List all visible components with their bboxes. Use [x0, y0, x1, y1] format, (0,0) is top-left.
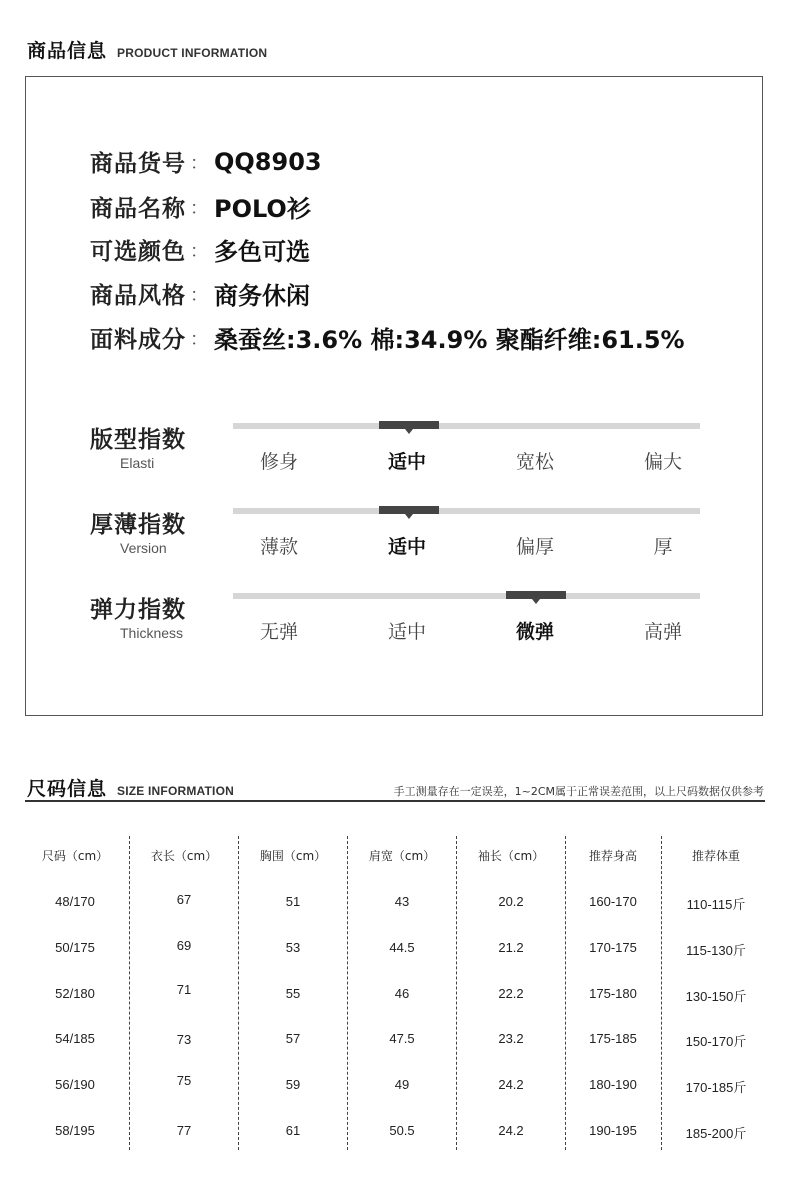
- table-cell: 170-175: [589, 940, 637, 955]
- table-cell: 46: [394, 986, 410, 1001]
- table-cell: 75: [176, 1073, 192, 1088]
- table-cell: 170-185斤: [685, 1080, 747, 1095]
- index-thickness-title: 厚薄指数: [90, 512, 186, 538]
- product-info-panel: [25, 76, 763, 716]
- table-cell: 48/170: [55, 894, 95, 909]
- info-value: 商务休闲: [214, 282, 310, 310]
- info-value: QQ8903: [214, 147, 322, 176]
- info-label: 商品风格: [90, 283, 186, 309]
- table-cell: 71: [176, 982, 192, 997]
- table-cell: 58/195: [55, 1123, 95, 1138]
- table-cell: 53: [285, 940, 301, 955]
- index-thickness-option: 薄款: [259, 536, 298, 558]
- table-cell: 73: [176, 1032, 192, 1047]
- table-cell: 24.2: [498, 1077, 524, 1092]
- table-cell: 50/175: [55, 940, 95, 955]
- table-cell: 21.2: [498, 940, 524, 955]
- info-row-fabric: [90, 320, 685, 355]
- index-thickness-marker: [379, 506, 439, 514]
- info-label: 商品名称: [90, 196, 186, 222]
- info-row-sku: [90, 145, 322, 178]
- column-divider: [456, 836, 457, 1150]
- table-cell: 47.5: [389, 1031, 415, 1046]
- size-measurement-note: 手工测量存在一定误差，1~2CM属于正常误差范围，以上尺码数据仅供参考: [393, 785, 764, 798]
- info-label: 面料成分: [90, 327, 186, 353]
- info-colon: ：: [190, 284, 208, 306]
- index-elastic-option-selected: 微弹: [515, 621, 554, 643]
- table-cell: 50.5: [389, 1123, 415, 1138]
- index-elastic-option: 适中: [387, 621, 426, 643]
- info-label: 商品货号: [90, 151, 186, 177]
- size-section-subtitle: SIZE INFORMATION: [117, 784, 234, 798]
- table-cell: 55: [285, 986, 301, 1001]
- index-fit-option: 修身: [259, 451, 298, 473]
- table-header: 袖长（cm）: [477, 849, 545, 863]
- table-cell: 52/180: [55, 986, 95, 1001]
- product-section-title: 商品信息: [27, 40, 108, 62]
- table-header: 尺码（cm）: [41, 849, 109, 863]
- index-thickness-option: 偏厚: [515, 536, 554, 558]
- index-elastic-bar: [233, 593, 700, 599]
- table-cell: 110-115斤: [686, 897, 746, 912]
- table-header: 衣长（cm）: [150, 849, 218, 863]
- size-section-title: 尺码信息: [27, 778, 108, 800]
- table-cell: 59: [285, 1077, 301, 1092]
- table-cell: 160-170: [589, 894, 637, 909]
- column-divider: [347, 836, 348, 1150]
- index-fit-subtitle: Elasti: [120, 455, 155, 471]
- table-cell: 56/190: [55, 1077, 95, 1092]
- info-value: 多色可选: [214, 238, 310, 266]
- info-label: 可选颜色: [90, 239, 186, 265]
- product-section-header: [27, 36, 267, 63]
- column-divider: [129, 836, 130, 1150]
- column-divider: [238, 836, 239, 1150]
- table-cell: 185-200斤: [685, 1126, 747, 1141]
- table-cell: 22.2: [498, 986, 524, 1001]
- table-cell: 54/185: [55, 1031, 95, 1046]
- index-thickness-subtitle: Version: [120, 540, 167, 556]
- table-cell: 190-195: [589, 1123, 637, 1138]
- index-fit-bar: [233, 423, 700, 429]
- column-divider: [565, 836, 566, 1150]
- table-cell: 175-180: [589, 986, 637, 1001]
- index-fit-option: 偏大: [643, 451, 682, 473]
- index-fit-title: 版型指数: [90, 427, 186, 453]
- table-cell: 44.5: [389, 940, 415, 955]
- table-cell: 24.2: [498, 1123, 524, 1138]
- index-elastic-option: 高弹: [643, 621, 682, 643]
- info-row-color: [90, 232, 310, 267]
- table-cell: 150-170斤: [685, 1034, 747, 1049]
- table-cell: 23.2: [498, 1031, 524, 1046]
- table-cell: 180-190: [589, 1077, 637, 1092]
- product-section-subtitle: PRODUCT INFORMATION: [117, 46, 268, 60]
- table-cell: 51: [285, 894, 301, 909]
- index-elastic-option: 无弹: [259, 621, 298, 643]
- size-section-divider: [25, 800, 765, 802]
- table-cell: 130-150斤: [685, 989, 747, 1004]
- size-section-header: [27, 774, 234, 801]
- index-fit-marker: [379, 421, 439, 429]
- info-value: 桑蚕丝:3.6% 棉:34.9% 聚酯纤维:61.5%: [214, 326, 685, 354]
- index-thickness-bar: [233, 508, 700, 514]
- table-header: 胸围（cm）: [259, 849, 327, 863]
- table-cell: 20.2: [498, 894, 524, 909]
- table-cell: 43: [394, 894, 410, 909]
- info-row-style: [90, 276, 310, 311]
- info-row-name: [90, 189, 311, 224]
- index-thickness-option-selected: 适中: [387, 536, 426, 558]
- table-cell: 175-185: [589, 1031, 637, 1046]
- info-value: POLO衫: [214, 195, 311, 223]
- index-fit-option: 宽松: [515, 451, 554, 473]
- table-cell: 67: [176, 892, 192, 907]
- index-elastic-marker: [506, 591, 566, 599]
- table-header: 肩宽（cm）: [368, 849, 436, 863]
- index-elastic-title: 弹力指数: [90, 597, 186, 623]
- table-cell: 69: [176, 938, 192, 953]
- info-colon: ：: [190, 240, 208, 262]
- info-colon: ：: [190, 328, 208, 350]
- table-header: 推荐身高: [588, 849, 638, 863]
- table-cell: 57: [285, 1031, 301, 1046]
- column-divider: [661, 836, 662, 1150]
- info-colon: ：: [190, 152, 208, 174]
- index-fit-option-selected: 适中: [387, 451, 426, 473]
- table-header: 推荐体重: [691, 849, 741, 863]
- table-cell: 61: [285, 1123, 301, 1138]
- index-thickness-option: 厚: [653, 536, 673, 558]
- table-cell: 49: [394, 1077, 410, 1092]
- table-cell: 77: [176, 1123, 192, 1138]
- index-elastic-subtitle: Thickness: [120, 625, 184, 641]
- info-colon: ：: [190, 197, 208, 219]
- table-cell: 115-130斤: [686, 943, 746, 958]
